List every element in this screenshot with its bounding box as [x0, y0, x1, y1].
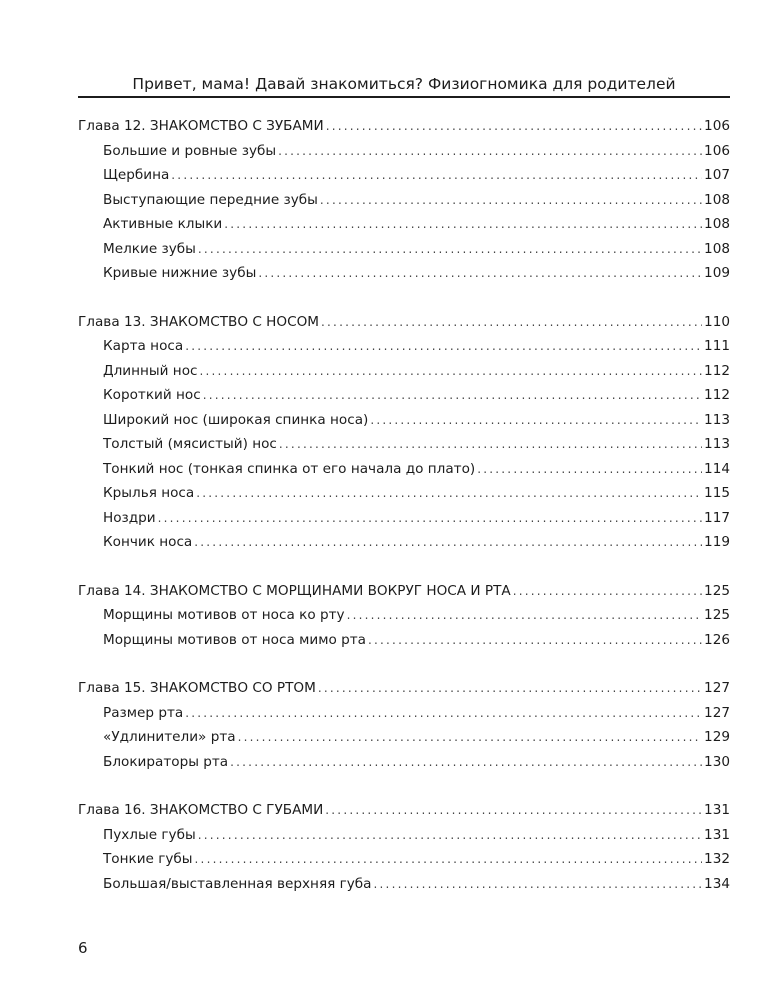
- toc-page-number: 106: [704, 142, 730, 159]
- toc-page-number: 106: [704, 118, 730, 134]
- dot-leader: [321, 310, 702, 335]
- toc-entry-title: Выступающие передние зубы: [103, 191, 318, 208]
- toc-page-number: 117: [704, 509, 730, 526]
- toc-entry: [78, 139, 730, 164]
- toc-entry-title: Крылья носа: [103, 485, 195, 501]
- toc-entry: [78, 872, 730, 897]
- toc-page-number: 108: [704, 240, 730, 257]
- chapter-gap: [78, 555, 730, 579]
- toc-entry-title: «Удлинители» рта: [103, 729, 236, 745]
- toc-entry-title: Морщины мотивов от носа ко рту: [103, 607, 345, 623]
- header-rule: [78, 96, 730, 98]
- dot-leader: [195, 847, 703, 872]
- toc-chapter-title: Глава 13. ЗНАКОМСТВО С НОСОМ: [78, 313, 320, 330]
- dot-leader: [325, 798, 702, 823]
- toc-page-number: 131: [704, 802, 730, 818]
- dot-leader: [196, 481, 702, 506]
- toc-entry-title: Блокираторы рта: [103, 753, 229, 770]
- toc-chapter-title: Глава 16. ЗНАКОМСТВО С ГУБАМИ: [78, 802, 324, 818]
- dot-leader: [203, 383, 702, 408]
- toc-page-number: 113: [704, 436, 730, 452]
- toc-chapter-14: [78, 579, 730, 604]
- toc-chapter-12: [78, 114, 730, 139]
- toc-entry: [78, 163, 730, 188]
- dot-leader: [318, 676, 702, 701]
- dot-leader: [279, 432, 702, 457]
- toc-page-number: 126: [704, 631, 730, 648]
- toc-entry: [78, 701, 730, 726]
- toc-entry: [78, 383, 730, 408]
- toc-entry: [78, 359, 730, 384]
- dot-leader: [200, 359, 703, 384]
- chapter-gap: [78, 286, 730, 310]
- dot-leader: [370, 408, 702, 433]
- toc-page-number: 108: [704, 216, 730, 232]
- toc-entry: [78, 432, 730, 457]
- toc-entry: [78, 725, 730, 750]
- dot-leader: [198, 237, 702, 262]
- page-number: 6: [78, 939, 88, 957]
- toc-entry-title: Активные клыки: [103, 216, 223, 232]
- toc-page-number: 112: [704, 387, 730, 403]
- toc-entry-title: Тонкие губы: [103, 851, 193, 867]
- toc-page-number: 110: [704, 313, 730, 330]
- toc-entry-title: Большие и ровные зубы: [103, 142, 277, 159]
- toc-entry: [78, 481, 730, 506]
- toc-page-number: 108: [704, 191, 730, 208]
- toc-entry: [78, 506, 730, 531]
- toc-chapter-title: Глава 15. ЗНАКОМСТВО СО РТОМ: [78, 680, 316, 696]
- toc-entry-title: Кончик носа: [103, 534, 193, 550]
- toc-chapter-13: [78, 310, 730, 335]
- toc-entry-title: Мелкие зубы: [103, 240, 196, 257]
- toc-chapter-title: Глава 14. ЗНАКОМСТВО С МОРЩИНАМИ ВОКРУГ НОСА И РТА: [78, 582, 511, 599]
- toc-page-number: 125: [704, 582, 730, 599]
- toc-page-number: 115: [704, 485, 730, 501]
- toc-entry-title: Длинный нос: [103, 362, 198, 379]
- toc-entry-title: Кривые нижние зубы: [103, 265, 257, 281]
- dot-leader: [158, 506, 702, 531]
- dot-leader: [374, 872, 703, 897]
- table-of-contents: [78, 114, 730, 896]
- toc-entry: [78, 408, 730, 433]
- chapter-gap: [78, 774, 730, 798]
- toc-entry: [78, 823, 730, 848]
- dot-leader: [258, 261, 702, 286]
- chapter-gap: [78, 652, 730, 676]
- dot-leader: [185, 334, 702, 359]
- toc-entry: [78, 530, 730, 555]
- dot-leader: [278, 139, 702, 164]
- dot-leader: [368, 628, 702, 653]
- dot-leader: [185, 701, 702, 726]
- toc-entry: [78, 212, 730, 237]
- toc-entry-title: Большая/выставленная верхняя губа: [103, 875, 372, 892]
- toc-page-number: 130: [704, 753, 730, 770]
- toc-entry-title: Карта носа: [103, 338, 184, 354]
- toc-page-number: 134: [704, 875, 730, 892]
- toc-page-number: 109: [704, 265, 730, 281]
- dot-leader: [194, 530, 702, 555]
- toc-entry: [78, 847, 730, 872]
- toc-entry-title: Короткий нос: [103, 387, 201, 403]
- toc-page-number: 129: [704, 729, 730, 745]
- dot-leader: [477, 457, 702, 482]
- toc-entry-title: Широкий нос (широкая спинка носа): [103, 411, 369, 428]
- toc-entry-title: Морщины мотивов от носа мимо рта: [103, 631, 366, 648]
- toc-chapter-16: [78, 798, 730, 823]
- toc-page-number: 127: [704, 704, 730, 721]
- toc-entry-title: Ноздри: [103, 509, 156, 526]
- toc-entry-title: Щербина: [103, 167, 170, 183]
- toc-entry-title: Размер рта: [103, 704, 184, 721]
- toc-entry-title: Толстый (мясистый) нос: [103, 436, 277, 452]
- toc-chapter-15: [78, 676, 730, 701]
- toc-page-number: 127: [704, 680, 730, 696]
- toc-entry: [78, 750, 730, 775]
- dot-leader: [513, 579, 702, 604]
- dot-leader: [347, 603, 702, 628]
- toc-entry: [78, 334, 730, 359]
- dot-leader: [320, 188, 702, 213]
- toc-page-number: 119: [704, 534, 730, 550]
- toc-chapter-title: Глава 12. ЗНАКОМСТВО С ЗУБАМИ: [78, 118, 324, 134]
- dot-leader: [230, 750, 702, 775]
- toc-entry: [78, 188, 730, 213]
- running-header: Привет, мама! Давай знакомиться? Физиогномика для родителей: [132, 75, 676, 93]
- toc-page-number: 111: [704, 338, 730, 354]
- toc-entry: [78, 261, 730, 286]
- toc-page-number: 132: [704, 851, 730, 867]
- dot-leader: [224, 212, 702, 237]
- toc-entry: [78, 603, 730, 628]
- toc-entry-title: Пухлые губы: [103, 826, 196, 843]
- toc-page-number: 113: [704, 411, 730, 428]
- toc-entry: [78, 457, 730, 482]
- toc-page-number: 114: [704, 460, 730, 477]
- toc-page-number: 125: [704, 607, 730, 623]
- toc-entry-title: Тонкий нос (тонкая спинка от его начала до плато): [103, 460, 476, 477]
- toc-entry: [78, 628, 730, 653]
- toc-entry: [78, 237, 730, 262]
- toc-page-number: 131: [704, 826, 730, 843]
- toc-page-number: 107: [704, 167, 730, 183]
- dot-leader: [171, 163, 702, 188]
- dot-leader: [326, 114, 702, 139]
- dot-leader: [238, 725, 702, 750]
- toc-page-number: 112: [704, 362, 730, 379]
- dot-leader: [198, 823, 702, 848]
